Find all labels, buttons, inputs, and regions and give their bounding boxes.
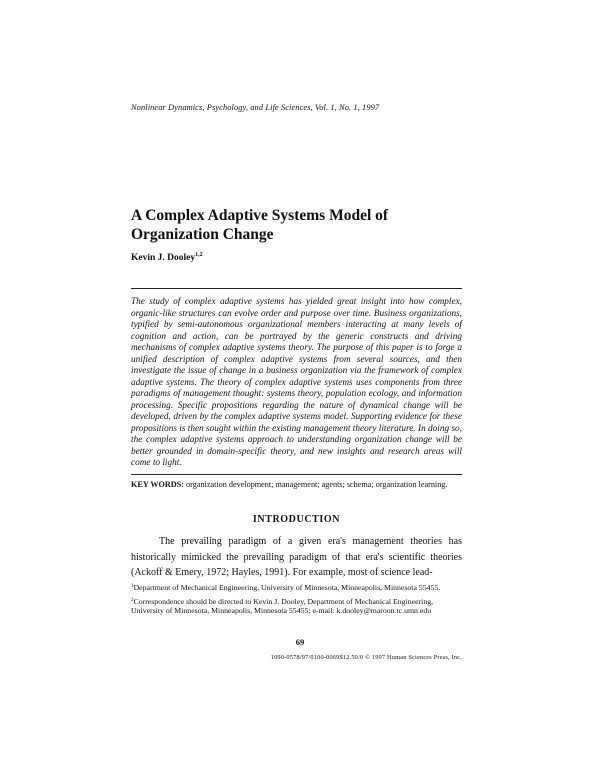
- footnotes: [131, 582, 462, 619]
- issn-copyright-line: 1090-0578/97/0100-0069$12.50/0 © 1997 Human Sciences Press, Inc.: [270, 654, 462, 661]
- keywords-label: KEY WORDS:: [131, 480, 184, 489]
- keywords-line: [131, 480, 466, 490]
- page-number: 69: [295, 637, 305, 647]
- author-line: [131, 252, 203, 263]
- author-footnote-marks: 1,2: [195, 252, 203, 258]
- article-title: [131, 206, 471, 244]
- author-name: Kevin J. Dooley: [131, 253, 196, 263]
- keywords-text: organization development; management; agents; schema; organization learning.: [184, 480, 448, 489]
- footnote-2: [131, 596, 462, 616]
- abstract-text: The study of complex adaptive systems has yielded great insight into how complex, organic-like structures can evolve order and purpose over time. Business organizations, typified by semi-autonomous organizational members interacting at many levels of cognition and action, can be portrayed by the generic constructs and driving mechanisms of complex adaptive systems theory. The purpose of this paper is to forge a unified description of complex adaptive systems from several sources, and then investigate the issue of change in a business organization via the framework of complex adaptive systems. The theory of complex adaptive systems uses components from three paradigms of management thought: systems theory, population ecology, and information processing. Specific propositions regarding the nature of dynamical change will be developed, driven by the complex adaptive systems model. Supporting evidence for these propositions is then sought within the existing management theory literature. In doing so, the complex adaptive systems approach to understanding organization change will be better grounded in domain-specific theory, and new insights and research areas will come to light.: [131, 297, 462, 468]
- abstract-block: [131, 288, 462, 475]
- title-line-2: Organization Change: [131, 226, 274, 243]
- journal-header: Nonlinear Dynamics, Psychology, and Life Sciences, Vol. 1, No. 1, 1997: [131, 103, 380, 112]
- title-line-1: A Complex Adaptive Systems Model of: [131, 207, 389, 224]
- footnote-2-text: Correspondence should be directed to Kevin J. Dooley, Department of Mechanical Engineering, University of Minnesota, Minneapolis, Minnesota 55455; e-mail: k.dooley@maroon.tc.umn.edu: [131, 596, 434, 616]
- footnote-1-mark: 1: [131, 584, 134, 589]
- body-text: [131, 534, 462, 581]
- footnote-2-mark: 2: [131, 597, 134, 603]
- section-heading: INTRODUCTION: [252, 514, 341, 525]
- footnote-1-text: Department of Mechanical Engineering, University of Minnesota, Minneapolis, Minnesota 55455.: [133, 583, 441, 592]
- body-paragraph-1: The prevailing paradigm of a given era's management theories has historically mimicked the prevailing paradigm of that era's scientific theories (Ackoff & Emery, 1972; Hayles, 1991). For example, most of science lead-: [131, 536, 462, 579]
- footnote-1: [131, 582, 462, 593]
